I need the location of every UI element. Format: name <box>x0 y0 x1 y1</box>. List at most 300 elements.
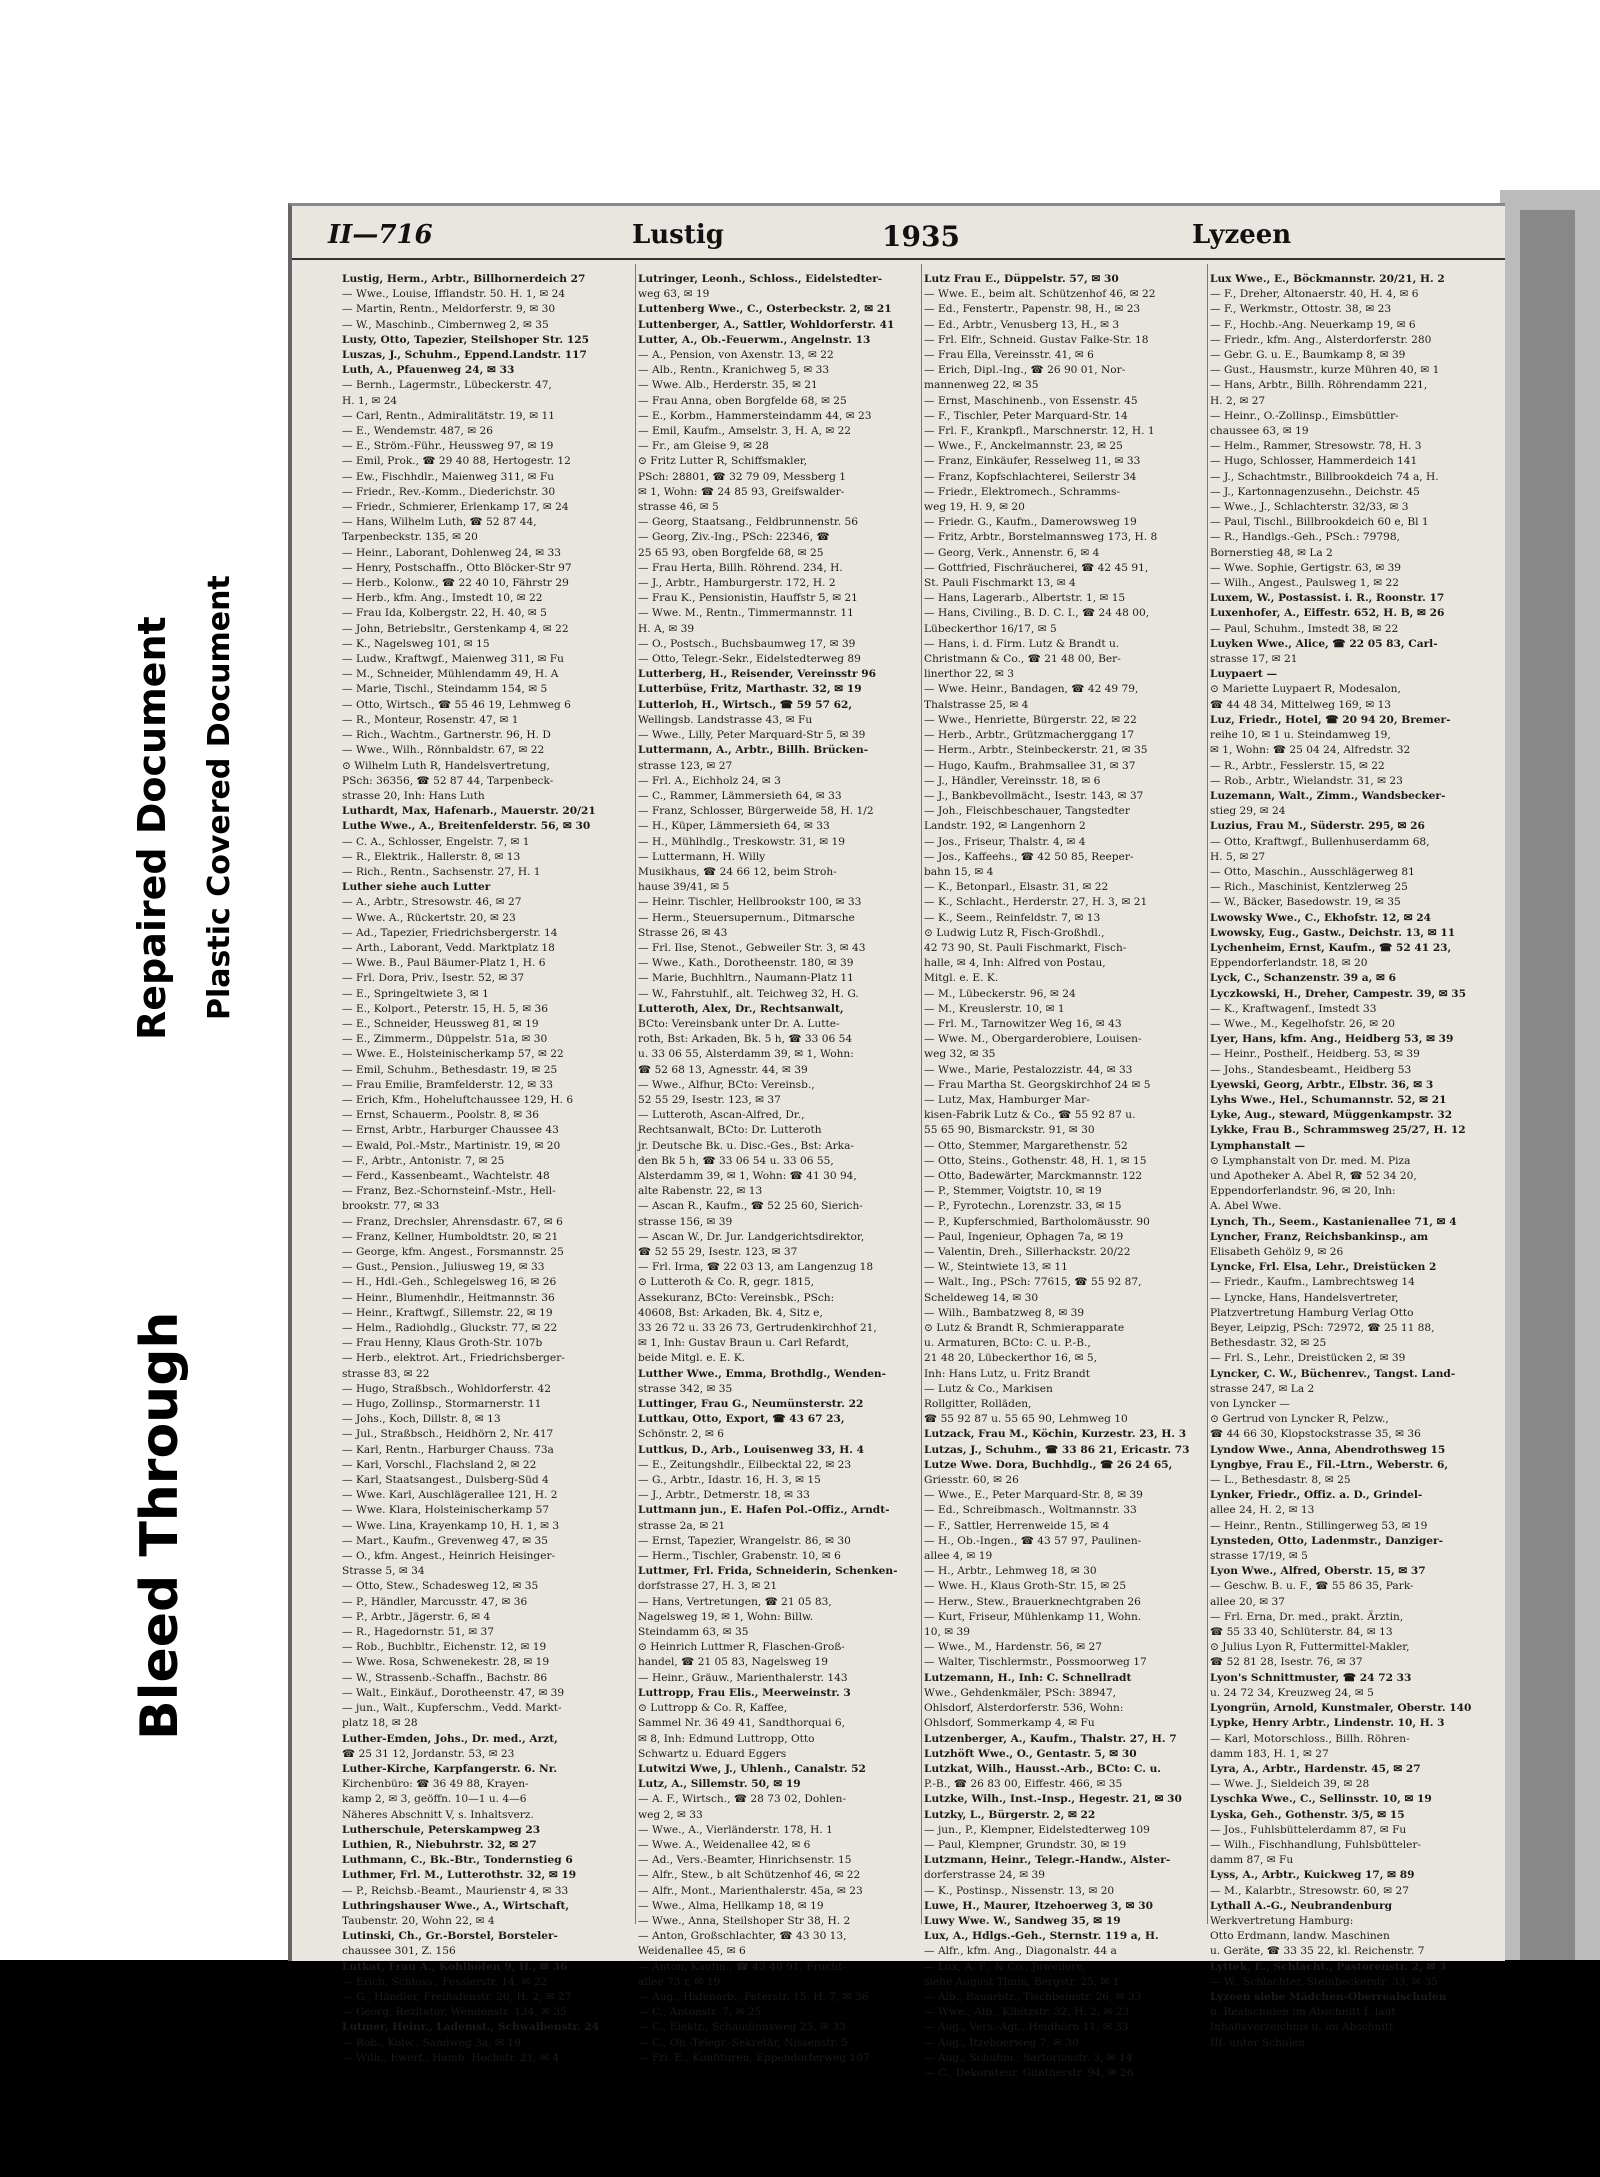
directory-entry: Rechtsanwalt, BCto: Dr. Lutteroth <box>638 1124 822 1137</box>
directory-entry: allee 73 r, ✉ 19 <box>638 1975 721 1988</box>
directory-entry: — Wilh., Fischhandlung, Fuhlsbütteler- <box>1210 1838 1422 1851</box>
directory-entry: — Heinr. Tischler, Hellbrookstr 100, ✉ 33 <box>638 896 862 909</box>
directory-entry: — Lutz & Co., Markisen <box>924 1382 1053 1395</box>
directory-entry: und Apotheker A. Abel R, ☎ 52 34 20, <box>1210 1169 1417 1182</box>
directory-entry: — Carl, Rentn., Admiralitätstr. 19, ✉ 11 <box>342 409 555 422</box>
directory-entry: — Gust., Pension., Juliusweg 19, ✉ 33 <box>342 1261 545 1274</box>
directory-entry: handel, ☎ 21 05 83, Nagelsweg 19 <box>638 1656 829 1669</box>
directory-entry: Tarpenbeckstr. 135, ✉ 20 <box>342 531 478 544</box>
directory-entry: stieg 29, ✉ 24 <box>1210 805 1286 818</box>
directory-entry: Luz, Friedr., Hotel, ☎ 20 94 20, Bremer- <box>1210 713 1451 726</box>
directory-entry: 10, ✉ 39 <box>924 1626 970 1639</box>
directory-entry: Ohlsdorf, Sommerkamp 4, ✉ Fu <box>924 1717 1095 1730</box>
directory-entry: Landstr. 192, ✉ Langenhorn 2 <box>924 820 1086 833</box>
directory-entry: ⊙ Fritz Lutter R, Schiffsmakler, <box>638 455 808 468</box>
directory-entry: Schönstr. 2, ✉ 6 <box>638 1428 725 1441</box>
directory-entry: Näheres Abschnitt V, s. Inhaltsverz. <box>342 1808 534 1821</box>
directory-entry: Scheldeweg 14, ✉ 30 <box>924 1291 1039 1304</box>
directory-entry: — Wwe., E., Peter Marquard-Str. 8, ✉ 39 <box>924 1489 1143 1502</box>
directory-entry: Lusty, Otto, Tapezier, Steilshoper Str. 125 <box>342 333 589 346</box>
header-first-word: Lustig <box>632 220 724 250</box>
directory-entry: Christmann & Co., ☎ 21 48 00, Ber- <box>924 653 1121 666</box>
directory-entry: — Frau Ella, Vereinsstr. 41, ✉ 6 <box>924 349 1094 362</box>
directory-entry: Sammel Nr. 36 49 41, Sandthorquai 6, <box>638 1717 845 1730</box>
directory-entry: 52 55 29, Isestr. 123, ✉ 37 <box>638 1093 781 1106</box>
directory-entry: strasse 342, ✉ 35 <box>638 1382 733 1395</box>
directory-entry: — F., Werkmstr., Ottostr. 38, ✉ 23 <box>1210 303 1392 316</box>
directory-entry: — P., Händler, Marcusstr. 47, ✉ 36 <box>342 1595 528 1608</box>
directory-entry: mannenweg 22, ✉ 35 <box>924 379 1039 392</box>
directory-entry: halle, ✉ 4, Inh: Alfred von Postau, <box>924 957 1106 970</box>
directory-entry: ☎ 52 68 13, Agnesstr. 44, ✉ 39 <box>638 1063 808 1076</box>
directory-entry: — Karl, Vorschl., Flachsland 2, ✉ 22 <box>342 1458 537 1471</box>
directory-entry: — Ew., Fischhdlr., Maienweg 311, ✉ Fu <box>342 470 555 483</box>
directory-entry: — Wwe. Sophie, Gertigstr. 63, ✉ 39 <box>1210 561 1402 574</box>
directory-entry: Strasse 26, ✉ 43 <box>638 926 728 939</box>
directory-entry: — Wwe. Heinr., Bandagen, ☎ 42 49 79, <box>924 683 1139 696</box>
directory-entry: ✉ 1, Wohn: ☎ 24 85 93, Greifswalder- <box>638 485 845 498</box>
directory-entry: — Georg, Staatsang., Feldbrunnenstr. 56 <box>638 516 858 529</box>
directory-entry: — Wwe. Alb., Herderstr. 35, ✉ 21 <box>638 379 818 392</box>
directory-entry: Lyhs Wwe., Hel., Schumannstr. 52, ✉ 21 <box>1210 1093 1447 1106</box>
directory-entry: — Hugo, Straßbsch., Wohldorferstr. 42 <box>342 1382 552 1395</box>
directory-entry: Luther siehe auch Lutter <box>342 881 491 894</box>
directory-entry: Strasse 5, ✉ 34 <box>342 1565 425 1578</box>
directory-entry: u. Armaturen, BCto: C. u. P.-B., <box>924 1337 1091 1350</box>
directory-entry: ⊙ Lymphanstalt von Dr. med. M. Piza <box>1210 1154 1411 1167</box>
directory-entry: — Bernh., Lagermstr., Lübeckerstr. 47, <box>342 379 552 392</box>
directory-entry: — Heinr., Blumenhdlr., Heitmannstr. 36 <box>342 1291 555 1304</box>
directory-entry: — Otto, Badewärter, Marckmannstr. 122 <box>924 1169 1143 1182</box>
directory-entry: — Alfr., kfm. Ang., Diagonalstr. 44 a <box>924 1945 1117 1958</box>
directory-entry: Lyss, A., Arbtr., Kuickweg 17, ✉ 89 <box>1210 1869 1415 1882</box>
directory-entry: — R., Hagedornstr. 51, ✉ 37 <box>342 1626 494 1639</box>
directory-entry: — Rob., Buchbltr., Eichenstr. 12, ✉ 19 <box>342 1641 547 1654</box>
directory-entry: — Herb., elektrot. Art., Friedrichsberger- <box>342 1352 565 1365</box>
directory-entry: — Wwe., Henriette, Bürgerstr. 22, ✉ 22 <box>924 713 1137 726</box>
directory-entry: — Ewald, Pol.-Mstr., Martinistr. 19, ✉ 20 <box>342 1139 561 1152</box>
directory-entry: — Jos., Kaffeehs., ☎ 42 50 85, Reeper- <box>924 850 1134 863</box>
directory-entry: — W., Steintwiete 13, ✉ 11 <box>924 1261 1068 1274</box>
directory-entry: jr. Deutsche Bk. u. Disc.-Ges., Bst: Arka- <box>638 1139 855 1152</box>
directory-entry: — Herm., Tischler, Grabenstr. 10, ✉ 6 <box>638 1550 841 1563</box>
directory-entry: — Gottfried, Fischräucherei, ☎ 42 45 91, <box>924 561 1149 574</box>
directory-entry: — Ad., Vers.-Beamter, Hinrichsenstr. 15 <box>638 1854 852 1867</box>
directory-entry: u. Geräte, ☎ 33 35 22, kl. Reichenstr. 7 <box>1210 1945 1425 1958</box>
directory-entry: — Wwe. M., Rentn., Timmermannstr. 11 <box>638 607 854 620</box>
directory-entry: Lyon's Schnittmuster, ☎ 24 72 33 <box>1210 1671 1412 1684</box>
directory-entry: — Karl, Staatsangest., Dulsberg-Süd 4 <box>342 1474 549 1487</box>
directory-entry: PSch: 36356, ☎ 52 87 44, Tarpenbeck- <box>342 774 554 787</box>
directory-entry: kisen-Fabrik Lutz & Co., ☎ 55 92 87 u. <box>924 1109 1136 1122</box>
directory-entry: — E., Ström.-Führ., Heussweg 97, ✉ 19 <box>342 440 554 453</box>
directory-entry: Alsterdamm 39, ✉ 1, Wohn: ☎ 41 30 94, <box>638 1169 857 1182</box>
directory-entry: strasse 247, ✉ La 2 <box>1210 1382 1315 1395</box>
directory-entry: 21 48 20, Lübeckerthor 16, ✉ 5, <box>924 1352 1097 1365</box>
directory-entry: — Kurt, Friseur, Mühlenkamp 11, Wohn. <box>924 1610 1142 1623</box>
directory-entry: Lynch, Th., Seem., Kastanienallee 71, ✉ 4 <box>1210 1215 1457 1228</box>
directory-entry: — Wwe. Klara, Holsteinischerkamp 57 <box>342 1504 550 1517</box>
directory-entry: Bornerstieg 48, ✉ La 2 <box>1210 546 1333 559</box>
directory-entry: — Frl. Irma, ☎ 22 03 13, am Langenzug 18 <box>638 1261 874 1274</box>
directory-entry: Lyncke, Frl. Elsa, Lehr., Dreistücken 2 <box>1210 1261 1437 1274</box>
directory-entry: ⊙ Wilhelm Luth R, Handelsvertretung, <box>342 759 550 772</box>
directory-entry: — Hans, Arbtr., Billh. Röhrendamm 221, <box>1210 379 1428 392</box>
directory-entry: III. unter Schulen <box>1210 2036 1306 2049</box>
directory-entry: Luthringshauser Wwe., A., Wirtschaft, <box>342 1899 570 1912</box>
directory-entry: — Paul, Schuhm., Imstedt 38, ✉ 22 <box>1210 622 1399 635</box>
directory-entry: — Rich., Wachtm., Gartnerstr. 96, H. D <box>342 729 551 742</box>
directory-entry: — J., Arbtr., Detmerstr. 18, ✉ 33 <box>638 1489 810 1502</box>
directory-entry: — Wwe., Alb., Kibitzstr. 32, H. 2, ✉ 23 <box>924 2006 1130 2019</box>
directory-entry: — P., Fyrotechn., Lorenzstr. 33, ✉ 15 <box>924 1200 1122 1213</box>
directory-entry: — Friedr., Elektromech., Schramms- <box>924 485 1120 498</box>
directory-entry: — F., Dreher, Altonaerstr. 40, H. 4, ✉ 6 <box>1210 288 1419 301</box>
directory-entry: — Hans, i. d. Firm. Lutz & Brandt u. <box>924 637 1120 650</box>
directory-entry: — J., Händler, Vereinsstr. 18, ✉ 6 <box>924 774 1101 787</box>
directory-entry: — H., Arbtr., Lehmweg 18, ✉ 30 <box>924 1565 1097 1578</box>
directory-entry: — Frl. S., Lehr., Dreistücken 2, ✉ 39 <box>1210 1352 1406 1365</box>
directory-entry: — Wwe., Alfhur, BCto: Vereinsb., <box>638 1078 815 1091</box>
directory-entry: Luxem, W., Postassist. i. R., Roonstr. 17 <box>1210 592 1445 605</box>
directory-entry: — Wwe. Karl, Auschlägerallee 121, H. 2 <box>342 1489 558 1502</box>
directory-entry: Luwe, H., Maurer, Itzehoerweg 3, ✉ 30 <box>924 1899 1153 1912</box>
directory-entry: Lyczkowski, H., Dreher, Campestr. 39, ✉ 35 <box>1210 987 1467 1000</box>
directory-entry: ⊙ Ludwig Lutz R, Fisch-Großhdl., <box>924 926 1105 939</box>
directory-entry: — Wwe. E., Holsteinischerkamp 57, ✉ 22 <box>342 1048 564 1061</box>
directory-entry: allee 4, ✉ 19 <box>924 1550 993 1563</box>
directory-entry: — E., Zeitungshdlr., Eilbecktal 22, ✉ 23 <box>638 1458 852 1471</box>
directory-entry: Luttkau, Otto, Export, ☎ 43 67 23, <box>638 1413 845 1426</box>
directory-entry: Lyngbye, Frau E., Fil.-Ltrn., Weberstr. 6, <box>1210 1458 1449 1471</box>
directory-entry: chaussee 63, ✉ 19 <box>1210 425 1309 438</box>
directory-entry: — Frau K., Pensionistin, Hauffstr 5, ✉ 21 <box>638 592 858 605</box>
directory-entry: — Franz, Einkäufer, Resselweg 11, ✉ 33 <box>924 455 1141 468</box>
directory-entry: P.-B., ☎ 26 83 00, Eiffestr. 466, ✉ 35 <box>924 1778 1123 1791</box>
directory-entry: A. Abel Wwe. <box>1210 1200 1282 1213</box>
directory-entry: Beyer, Leipzig, PSch: 72972, ☎ 25 11 88, <box>1210 1322 1435 1335</box>
directory-entry: von Lyncker — <box>1210 1398 1290 1411</box>
directory-entry: — Marie, Buchhltrn., Naumann-Platz 11 <box>638 972 854 985</box>
directory-entry: — Karl, Motorschloss., Billh. Röhren- <box>1210 1732 1410 1745</box>
directory-entry: ⊙ Lutteroth & Co. R, gegr. 1815, <box>638 1276 815 1289</box>
directory-entry: damm 183, H. 1, ✉ 27 <box>1210 1747 1329 1760</box>
directory-entry: Luttenberger, A., Sattler, Wohldorferstr. 41 <box>638 318 895 331</box>
directory-entry: Lutz, A., Sillemstr. 50, ✉ 19 <box>638 1778 801 1791</box>
directory-entry: — E., Schneider, Heussweg 81, ✉ 19 <box>342 1017 539 1030</box>
directory-entry: — Wwe., Wilh., Rönnbaldstr. 67, ✉ 22 <box>342 744 545 757</box>
directory-entry: — Friedr., kfm. Ang., Alsterdorferstr. 280 <box>1210 333 1432 346</box>
directory-entry: Lustig, Herm., Arbtr., Billhornerdeich 27 <box>342 273 586 285</box>
directory-entry: Lutzemann, H., Inh: C. Schnellradt <box>924 1671 1132 1684</box>
directory-entry: — John, Betriebsltr., Gerstenkamp 4, ✉ 22 <box>342 622 569 635</box>
directory-entry: — Fr., am Gleise 9, ✉ 28 <box>638 440 769 453</box>
directory-entry: — K., Seem., Reinfeldstr. 7, ✉ 13 <box>924 911 1101 924</box>
directory-entry: — Franz, Kopfschlachterei, Seilerstr 34 <box>924 470 1137 483</box>
directory-entry: — Jos., Friseur, Thalstr. 4, ✉ 4 <box>924 835 1086 848</box>
directory-entry: — Wwe., Alma, Hellkamp 18, ✉ 19 <box>638 1899 824 1912</box>
directory-entry: 25 65 93, oben Borgfelde 68, ✉ 25 <box>638 546 824 559</box>
directory-entry: Lutzkat, Wilh., Hausst.-Arb., BCto: C. u. <box>924 1762 1161 1775</box>
directory-entry: Lutz Frau E., Düppelstr. 57, ✉ 30 <box>924 273 1119 285</box>
directory-entry: Luttmann jun., E. Hafen Pol.-Offiz., Arndt- <box>638 1504 890 1517</box>
directory-entry: — Karl, Rentn., Harburger Chauss. 73a <box>342 1443 554 1456</box>
directory-entry: Lychenheim, Ernst, Kaufm., ☎ 52 41 23, <box>1210 941 1452 954</box>
directory-entry: Lutter, A., Ob.-Feuerwm., Angelnstr. 13 <box>638 333 871 346</box>
directory-entry: — Heinr., Rentn., Stillingerweg 53, ✉ 19 <box>1210 1519 1428 1532</box>
directory-entry: — Geschw. B. u. F., ☎ 55 86 35, Park- <box>1210 1580 1414 1593</box>
directory-entry: H. 5, ✉ 27 <box>1210 850 1266 863</box>
directory-entry: — G., Händler, Freihafenstr. 20, H. 2, ✉ 27 <box>342 1990 572 2003</box>
directory-entry: Assekuranz, BCto: Vereinsbk., PSch: <box>638 1291 835 1304</box>
directory-entry: — C., Elektr., Schaudinnsweg 25, ✉ 33 <box>638 2021 846 2034</box>
directory-entry: Lux, A., Hdlgs.-Geh., Sternstr. 119 a, H. <box>924 1930 1159 1943</box>
directory-entry: — F., Sattler, Herrenweide 15, ✉ 4 <box>924 1519 1110 1532</box>
directory-entry: Lutzas, J., Schuhm., ☎ 33 86 21, Ericastr. 73 <box>924 1443 1190 1456</box>
directory-entry: — Wwe. A., Weidenallee 42, ✉ 6 <box>638 1838 811 1851</box>
directory-entry: — F., Tischler, Peter Marquard-Str. 14 <box>924 409 1128 422</box>
directory-entry: — A., Arbtr., Stresowstr. 46, ✉ 27 <box>342 896 522 909</box>
directory-entry: — P., Arbtr., Jägerstr. 6, ✉ 4 <box>342 1610 491 1623</box>
directory-entry: — Walt., Ing., PSch: 77615, ☎ 55 92 87, <box>924 1276 1142 1289</box>
directory-entry: — Frau Emilie, Bramfelderstr. 12, ✉ 33 <box>342 1078 554 1091</box>
directory-entry: — Aug., Schuhm., Sartoriusstr. 3, ✉ 14 <box>924 2051 1133 2064</box>
directory-entry: — H., Hdl.-Geh., Schlegelsweg 16, ✉ 26 <box>342 1276 557 1289</box>
directory-entry: reihe 10, ✉ 1 u. Steindamweg 19, <box>1210 729 1391 742</box>
directory-entry: — E., Zimmerm., Düppelstr. 51a, ✉ 30 <box>342 1033 548 1046</box>
next-page-edge <box>1500 190 1600 1960</box>
directory-entry: — Gust., Hausmstr., kurze Mühren 40, ✉ 1 <box>1210 364 1440 377</box>
directory-entry: Lutterberg, H., Reisender, Vereinsstr 96 <box>638 668 877 681</box>
directory-entry: — Georg, Verk., Annenstr. 6, ✉ 4 <box>924 546 1100 559</box>
directory-entry: — Frau Henny, Klaus Groth-Str. 107b <box>342 1337 543 1350</box>
directory-entry: — Valentin, Dreh., Sillerhackstr. 20/22 <box>924 1246 1131 1258</box>
directory-entry: Lyra, A., Arbtr., Hardenstr. 45, ✉ 27 <box>1210 1762 1421 1775</box>
directory-entry: — Georg, Rezitator, Wendenstr. 134, ✉ 35 <box>342 2006 567 2019</box>
directory-entry: Luthmann, C., Bk.-Btr., Tondernstieg 6 <box>342 1854 573 1867</box>
directory-entry: roth, Bst: Arkaden, Bk. 5 h, ☎ 33 06 54 <box>638 1033 853 1046</box>
directory-entry: — Rich., Rentn., Sachsenstr. 27, H. 1 <box>342 865 541 878</box>
column-2 <box>638 272 930 2064</box>
directory-entry: Lyttek, E., Schlacht., Pastorenstr. 2, ✉ 3 <box>1210 1960 1447 1973</box>
directory-entry: Lutteroth, Alex, Dr., Rechtsanwalt, <box>638 1002 844 1015</box>
directory-entry: ⊙ Lutz & Brandt R, Schmierapparate <box>924 1322 1125 1335</box>
directory-entry: — C. A., Schlosser, Engelstr. 7, ✉ 1 <box>342 835 530 848</box>
directory-entry: — Paul, Klempner, Grundstr. 30, ✉ 19 <box>924 1838 1127 1851</box>
directory-entry: — Franz, Drechsler, Ahrensdastr. 67, ✉ 6 <box>342 1215 563 1228</box>
directory-entry: — Herb., kfm. Ang., Imstedt 10, ✉ 22 <box>342 592 543 605</box>
directory-entry: — K., Kraftwagenf., Imstedt 33 <box>1210 1002 1377 1015</box>
directory-entry: H. A, ✉ 39 <box>638 622 695 635</box>
directory-entry: — Wwe., Louise, Ifflandstr. 50. H. 1, ✉ 24 <box>342 288 566 301</box>
directory-entry: strasse 123, ✉ 27 <box>638 759 733 772</box>
directory-entry: Luypaert — <box>1210 668 1278 681</box>
directory-entry: ⊙ Mariette Luypaert R, Modesalon, <box>1210 683 1401 696</box>
directory-entry: — Georg, Ziv.-Ing., PSch: 22346, ☎ <box>638 531 830 544</box>
directory-entry: Luttermann, A., Arbtr., Billh. Brücken- <box>638 744 869 757</box>
directory-entry: platz 18, ✉ 28 <box>342 1717 418 1730</box>
directory-entry: Lynker, Friedr., Offiz. a. D., Grindel- <box>1210 1489 1423 1502</box>
directory-entry: Steindamm 63, ✉ 35 <box>638 1626 749 1639</box>
directory-entry: strasse 83, ✉ 22 <box>342 1367 430 1380</box>
directory-entry: — Anton, Großschlachter, ☎ 43 30 13, <box>638 1930 847 1943</box>
directory-entry: Luyken Wwe., Alice, ☎ 22 05 83, Carl- <box>1210 637 1438 650</box>
directory-entry: — Ernst, Arbtr., Harburger Chaussee 43 <box>342 1124 559 1137</box>
directory-entry: hause 39/41, ✉ 5 <box>638 881 730 894</box>
directory-entry: — Friedr., Rev.-Komm., Diederichstr. 30 <box>342 485 556 498</box>
directory-entry: — Frau Martha St. Georgskirchhof 24 ✉ 5 <box>924 1078 1151 1091</box>
directory-entry: — E., Kolport., Peterstr. 15, H. 5, ✉ 36 <box>342 1002 549 1015</box>
directory-entry: — M., Kreuslerstr. 10, ✉ 1 <box>924 1002 1065 1015</box>
directory-entry: weg 32, ✉ 35 <box>924 1048 996 1061</box>
directory-entry: — Wwe., Marie, Pestalozzistr. 44, ✉ 33 <box>924 1063 1133 1076</box>
directory-entry: — Ernst, Maschinenb., von Essenstr. 45 <box>924 394 1138 407</box>
directory-entry: — Herm., Steuersupernum., Ditmarsche <box>638 911 855 924</box>
directory-entry: Otto Erdmann, landw. Maschinen <box>1210 1930 1390 1943</box>
directory-entry: — Hugo, Schlosser, Hammerdeich 141 <box>1210 455 1418 468</box>
directory-entry: — Herw., Stew., Brauerknechtgraben 26 <box>924 1595 1141 1608</box>
directory-entry: Lyzeen siehe Mädchen-Oberrealschulen <box>1210 1990 1447 2003</box>
page-header <box>292 206 1505 260</box>
directory-entry: — Ed., Schreibmasch., Woltmannstr. 33 <box>924 1504 1137 1517</box>
directory-entry: — Frl. A., Eichholz 24, ✉ 3 <box>638 774 781 787</box>
directory-entry: — Frau Herta, Billh. Röhrend. 234, H. <box>638 561 843 574</box>
directory-entry: Lutherschule, Peterskampweg 23 <box>342 1823 541 1836</box>
directory-entry: — Alfr., Stew., b alt Schützenhof 46, ✉ 22 <box>638 1869 861 1882</box>
directory-entry: chaussee 301, Z. 156 <box>342 1945 456 1958</box>
directory-entry: alte Rabenstr. 22, ✉ 13 <box>638 1185 763 1198</box>
directory-entry: — Frl. E., Konfituren, Eppendorferweg 107 <box>638 2051 870 2064</box>
directory-entry: — F., Arbtr., Antonistr. 7, ✉ 25 <box>342 1154 505 1167</box>
directory-entry: Lutinski, Ch., Gr.-Borstel, Borsteler- <box>342 1930 558 1943</box>
directory-entry: — Heinr., Kraftwgf., Sillemstr. 22, ✉ 19 <box>342 1306 553 1319</box>
directory-entry: — Frl. Erna, Dr. med., prakt. Ärztin, <box>1210 1610 1404 1623</box>
directory-entry: BCto: Vereinsbank unter Dr. A. Lutte- <box>638 1017 840 1030</box>
directory-entry: — Ascan W., Dr. Jur. Landgerichtsdirektor, <box>638 1230 865 1243</box>
directory-entry: Lwowsky, Eug., Gastw., Deichstr. 13, ✉ 11 <box>1210 926 1456 939</box>
directory-entry: — jun., Walt., Kupferschm., Vedd. Markt- <box>342 1702 562 1715</box>
directory-entry: — Martin, Rentn., Meldorferstr. 9, ✉ 30 <box>342 303 556 316</box>
directory-entry: — Fritz, Arbtr., Borstelmannsweg 173, H. 8 <box>924 531 1158 544</box>
directory-entry: — George, kfm. Angest., Forsmannstr. 25 <box>342 1246 564 1258</box>
directory-entry: — Franz, Kellner, Humboldtstr. 20, ✉ 21 <box>342 1230 559 1243</box>
directory-entry: Lutzmann, Heinr., Telegr.-Handw., Alster- <box>924 1854 1171 1867</box>
directory-entry: — Franz, Schlosser, Bürgerweide 58, H. 1/2 <box>638 805 874 818</box>
directory-entry: beide Mitgl. e. E. K. <box>638 1352 746 1365</box>
directory-entry: Luzemann, Walt., Zimm., Wandsbecker- <box>1210 789 1446 802</box>
directory-entry: — Hugo, Zollinsp., Stormarnerstr. 11 <box>342 1398 542 1411</box>
directory-entry: Lutzhöft Wwe., O., Gentastr. 5, ✉ 30 <box>924 1747 1137 1760</box>
directory-entry: — Alb., Rentn., Kranichweg 5, ✉ 33 <box>638 364 830 377</box>
directory-entry: Lübeckerthor 16/17, ✉ 5 <box>924 622 1057 635</box>
label-plastic-covered-document: Plastic Covered Document <box>202 575 237 1020</box>
directory-entry: — W., Strassenb.-Schaffn., Bachstr. 86 <box>342 1671 548 1684</box>
directory-entry: Lythall A.-G., Neubrandenburg <box>1210 1899 1393 1912</box>
directory-entry: Platzvertretung Hamburg Verlag Otto <box>1210 1306 1414 1319</box>
directory-entry: — Emil, Kaufm., Amselstr. 3, H. A, ✉ 22 <box>638 425 852 438</box>
directory-entry: brookstr. 77, ✉ 33 <box>342 1200 440 1213</box>
directory-entry: — Aug., Vers.-Agt., Heidhörn 11, ✉ 33 <box>924 2021 1129 2034</box>
directory-entry: 33 26 72 u. 33 26 73, Gertrudenkirchhof 21, <box>638 1322 877 1335</box>
directory-entry: — R., Monteur, Rosenstr. 47, ✉ 1 <box>342 713 519 726</box>
directory-entry: Lutther Wwe., Emma, Brothdlg., Wenden- <box>638 1367 887 1380</box>
directory-entry: — Wwe., Lilly, Peter Marquard-Str 5, ✉ 39 <box>638 729 866 742</box>
column-3 <box>924 272 1216 2079</box>
directory-entry: Luwy Wwe. W., Sandweg 35, ✉ 19 <box>924 1914 1121 1927</box>
directory-entry: Lutzke, Wilh., Inst.-Insp., Hegestr. 21, ✉ 30 <box>924 1793 1182 1806</box>
directory-entry: Luttkus, D., Arb., Louisenweg 33, H. 4 <box>638 1443 864 1456</box>
directory-entry: u. 24 72 34, Kreuzweg 24, ✉ 5 <box>1210 1686 1374 1699</box>
directory-entry: — Otto, Steins., Gothenstr. 48, H. 1, ✉ 15 <box>924 1154 1147 1167</box>
directory-entry: — Ernst, Tapezier, Wrangelstr. 86, ✉ 30 <box>638 1534 851 1547</box>
directory-entry: — Otto, Stew., Schadesweg 12, ✉ 35 <box>342 1580 539 1593</box>
directory-entry: Luxenhofer, A., Eiffestr. 652, H. B, ✉ 26 <box>1210 607 1445 620</box>
directory-entry: u. Realschulen im Abschnitt I. laut <box>1210 2006 1396 2019</box>
directory-entry: — Emil, Prok., ☎ 29 40 88, Hertogestr. 12 <box>342 455 571 468</box>
directory-entry: — Ludw., Kraftwgf., Maienweg 311, ✉ Fu <box>342 653 564 666</box>
directory-entry: ✉ 1, Wohn: ☎ 25 04 24, Alfredstr. 32 <box>1210 744 1411 757</box>
directory-entry: — Paul, Tischl., Billbrookdeich 60 e, Bl 1 <box>1210 516 1429 529</box>
directory-entry: — Otto, Maschin., Ausschlägerweg 81 <box>1210 865 1415 878</box>
directory-entry: ⊙ Gertrud von Lyncker R, Pelzw., <box>1210 1413 1389 1426</box>
directory-entry: — W., Schlachter, Steinbeckerstr. 33, ✉ 35 <box>1210 1975 1438 1988</box>
directory-entry: — C., Ob.-Telegr.-Sekretär, Nissenstr. 5 <box>638 2036 848 2049</box>
directory-entry: — Wwe. H., Klaus Groth-Str. 15, ✉ 25 <box>924 1580 1127 1593</box>
directory-entry: — J., Kartonnagenzusehn., Deichstr. 45 <box>1210 485 1420 498</box>
header-year: 1935 <box>882 220 960 253</box>
header-last-word: Lyzeen <box>1192 220 1292 250</box>
directory-entry: — K., Betonparl., Elsastr. 31, ✉ 22 <box>924 881 1109 894</box>
directory-entry: 55 65 90, Bismarckstr. 91, ✉ 30 <box>924 1124 1095 1137</box>
directory-entry: ☎ 55 92 87 u. 55 65 90, Lehmweg 10 <box>924 1413 1128 1426</box>
directory-entry: — Otto, Telegr.-Sekr., Eidelstedterweg 89 <box>638 653 861 666</box>
directory-entry: — Ed., Fenstertr., Papenstr. 98, H., ✉ 23 <box>924 303 1141 316</box>
directory-entry: — Wwe., Anna, Steilshoper Str 38, H. 2 <box>638 1914 851 1927</box>
directory-entry: Luttinger, Frau G., Neumünsterstr. 22 <box>638 1398 864 1411</box>
directory-entry: — Rich., Maschinist, Kentzlerweg 25 <box>1210 881 1408 894</box>
directory-entry: — M., Lübeckerstr. 96, ✉ 24 <box>924 987 1076 1000</box>
directory-entry: Luttmer, Frl. Frida, Schneiderin, Schenken- <box>638 1565 898 1578</box>
directory-entry: u. 33 06 55, Alsterdamm 39, ✉ 1, Wohn: <box>638 1048 854 1061</box>
directory-entry: — Lutteroth, Ascan-Alfred, Dr., <box>638 1109 805 1122</box>
directory-entry: — C., Rammer, Lämmersieth 64, ✉ 33 <box>638 789 842 802</box>
side-annotations <box>130 380 290 1830</box>
directory-entry: — Erich, Schloss., Fesslerstr. 14, ✉ 22 <box>342 1975 548 1988</box>
directory-entry: — Wwe. E., beim alt. Schützenhof 46, ✉ 22 <box>924 288 1156 301</box>
directory-entry: — O., Postsch., Buchsbaumweg 17, ✉ 39 <box>638 637 856 650</box>
directory-entry: — Helm., Radiohdlg., Gluckstr. 77, ✉ 22 <box>342 1322 558 1335</box>
directory-entry: — Hans, Civiling., B. D. C. I., ☎ 24 48 00, <box>924 607 1150 620</box>
directory-entry: Wwe., Gehdenkmäler, PSch: 38947, <box>924 1686 1116 1699</box>
directory-entry: — Wwe., Kath., Dorotheenstr. 180, ✉ 39 <box>638 957 854 970</box>
directory-entry: — Ferd., Kassenbeamt., Wachtelstr. 48 <box>342 1169 550 1182</box>
directory-entry: — H., Mühlhdlg., Treskowstr. 31, ✉ 19 <box>638 835 846 848</box>
directory-entry: — Heinr., Gräuw., Marienthalerstr. 143 <box>638 1671 848 1684</box>
directory-entry: — J., Schachtmstr., Billbrookdeich 74 a, H. <box>1210 470 1439 483</box>
directory-entry: — Wwe. Rosa, Schwenekestr. 28, ✉ 19 <box>342 1656 550 1669</box>
directory-entry: — Wwe., M., Hardenstr. 56, ✉ 27 <box>924 1641 1102 1654</box>
directory-entry: — E., Korbm., Hammersteindamm 44, ✉ 23 <box>638 409 872 422</box>
directory-entry: — H., Küper, Lämmersieth 64, ✉ 33 <box>638 820 830 833</box>
directory-entry: — Frl. F., Krankpfl., Marschnerstr. 12, H. 1 <box>924 425 1155 438</box>
directory-entry: — C., Antonstr. 7, ✉ 25 <box>638 2006 762 2019</box>
directory-entry: — Marie, Tischl., Steindamm 154, ✉ 5 <box>342 683 548 696</box>
directory-entry: Lyck, C., Schanzenstr. 39 a, ✉ 6 <box>1210 972 1396 985</box>
directory-entry: — Wwe. M., Obergarderobiere, Louisen- <box>924 1033 1142 1046</box>
directory-entry: Lyska, Geh., Gothenstr. 3/5, ✉ 15 <box>1210 1808 1405 1821</box>
column-1 <box>342 272 634 2064</box>
directory-entry: — W., Bäcker, Basedowstr. 19, ✉ 35 <box>1210 896 1401 909</box>
